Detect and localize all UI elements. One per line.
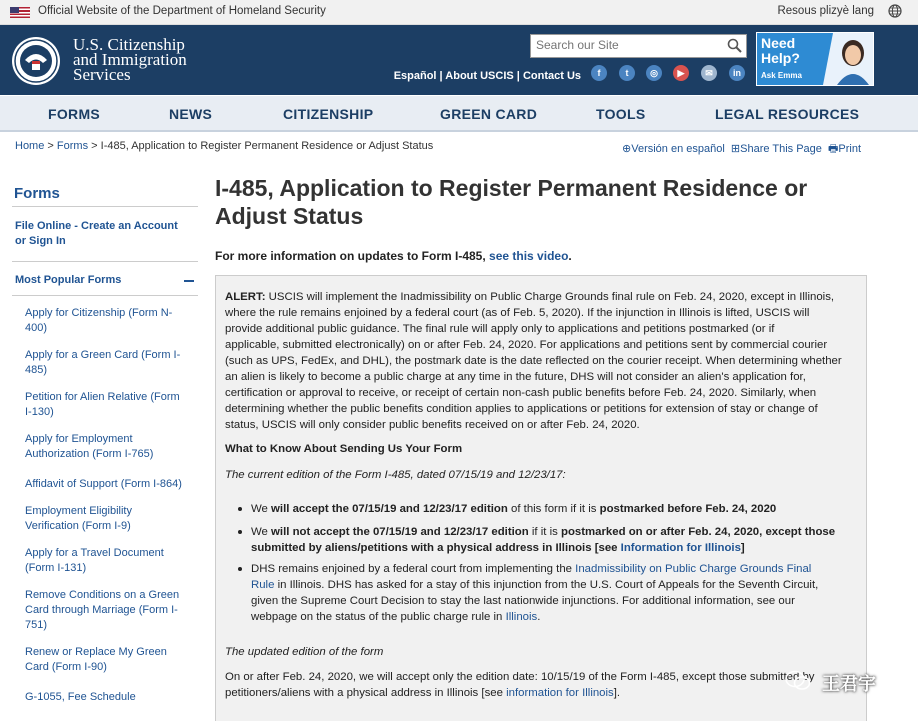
- collapse-icon[interactable]: [184, 280, 194, 282]
- language-selector[interactable]: Resous plizyè lang: [777, 5, 874, 17]
- site-search: [530, 34, 747, 58]
- text: .: [537, 611, 541, 623]
- bullet-line: [251, 524, 851, 540]
- org-line-2: and Immigration: [73, 50, 187, 69]
- bold-text: will not accept the 07/15/19 and 12/23/17 edition: [271, 526, 529, 538]
- sidebar-item[interactable]: Remove Conditions on a Green Card through Marriage (Form I-751): [25, 589, 180, 631]
- bullet-line: [251, 609, 851, 625]
- spanish-version-link[interactable]: Versión en español: [631, 143, 725, 155]
- breadcrumb-current: I-485, Application to Register Permanent Residence or Adjust Status: [100, 140, 434, 152]
- text: DHS remains enjoined by a federal court from implementing the: [251, 563, 576, 575]
- bullet-dot: [238, 530, 242, 534]
- about-uscis-link[interactable]: About USCIS: [445, 70, 514, 82]
- espanol-link[interactable]: Español: [393, 70, 437, 82]
- bold-text: submitted by aliens/petitions with a physical address in Illinois: [251, 542, 592, 554]
- text: petitioners/aliens with a physical address in Illinois [see: [225, 687, 507, 699]
- public-charge-rule-link[interactable]: Inadmissibility on Public Charge Grounds Final: [575, 563, 812, 575]
- page-title: I-485, Application to Register Permanent Residence or Adjust Status: [215, 175, 808, 229]
- alert-text: USCIS will implement the Inadmissibility on Public Charge Grounds final rule on Feb. 24, 2020, except in Illinois,: [268, 291, 835, 303]
- need-label: Need: [761, 35, 796, 51]
- main-nav: [0, 96, 918, 132]
- share-page-link[interactable]: Share This Page: [740, 143, 822, 155]
- need-help-text: [761, 36, 800, 66]
- sidebar-item[interactable]: Affidavit of Support (Form I-864): [25, 478, 182, 490]
- alert-line: status, USCIS will only consider public benefits received on or after Feb. 24, 2020.: [225, 419, 640, 431]
- breadcrumb: [15, 140, 433, 152]
- sidebar-item[interactable]: Apply for a Green Card (Form I-485): [25, 349, 181, 376]
- bullet-line: [251, 561, 851, 577]
- text: We: [251, 503, 272, 515]
- breadcrumb-sep: >: [47, 140, 54, 152]
- ask-emma-button[interactable]: [756, 32, 874, 86]
- illinois-link[interactable]: Illinois: [505, 611, 538, 623]
- sidebar-item[interactable]: Apply for Employment Authorization (Form I-765): [25, 433, 154, 460]
- linkedin-icon[interactable]: in: [729, 65, 745, 81]
- official-site-bar: [0, 0, 918, 25]
- alert-line: determining whether the public benefits condition applies to applications or petitions for extension of stay or change of: [225, 403, 818, 415]
- us-flag-icon: [10, 7, 30, 18]
- alert-line: an alien is likely to become a public charge at any time in the future, DHS will not consider an alien's application for,: [225, 371, 806, 383]
- nav-citizenship[interactable]: CITIZENSHIP: [283, 106, 374, 122]
- sidebar-title[interactable]: Forms: [14, 185, 60, 202]
- public-charge-rule-link[interactable]: Rule: [251, 579, 275, 591]
- bold-text: postmarked before Feb. 24, 2020: [599, 503, 777, 515]
- nav-legal-resources[interactable]: LEGAL RESOURCES: [715, 106, 860, 122]
- bullet-item: [251, 561, 851, 625]
- nav-tools[interactable]: TOOLS: [596, 106, 646, 122]
- see-this-video-link[interactable]: see this video: [489, 249, 569, 263]
- divider: [12, 261, 198, 262]
- bullet-item: [251, 524, 851, 556]
- alert-box: [215, 275, 867, 721]
- updated-edition-paragraph: [225, 669, 855, 701]
- bullet-line: [251, 540, 851, 556]
- sidebar-item[interactable]: Apply for Citizenship (Form N-400): [25, 307, 173, 334]
- sidebar-item[interactable]: Renew or Replace My Green Card (Form I-90): [25, 646, 167, 673]
- sidebar-file-online[interactable]: File Online - Create an Account or Sign In: [15, 220, 178, 247]
- current-edition-text: The current edition of the Form I-485, dated 07/15/19 and 12/23/17:: [225, 469, 566, 481]
- bold-text: [see: [591, 542, 621, 554]
- breadcrumb-home[interactable]: Home: [15, 140, 45, 152]
- globe-small-icon: ⊕: [622, 143, 632, 155]
- print-link[interactable]: Print: [838, 143, 862, 155]
- text: if it is: [528, 526, 561, 538]
- help-label: Help?: [761, 50, 800, 66]
- bullet-dot: [238, 567, 242, 571]
- search-icon[interactable]: [727, 38, 742, 53]
- header-links: Español | About USCIS | Contact Us: [393, 70, 581, 82]
- sidebar-most-popular[interactable]: Most Popular Forms: [15, 274, 122, 286]
- more-info-text: For more information on updates to Form I-485,: [215, 249, 486, 263]
- emma-avatar-icon: [823, 33, 873, 85]
- bullet-line: given the Supreme Court Decision to stay the last nationwide injunctions. For additional information, see our: [251, 595, 795, 607]
- sidebar-item[interactable]: Employment Eligibility Verification (Form I-9): [25, 505, 132, 532]
- alert-line: (such as UPS, FedEx, and DHL), the postmark date is the date reflected on the courier receipt. When determining whether: [225, 355, 842, 367]
- alert-line: certification or approval to receive, or receipt of certain non-cash public benefits before Feb. 24, 2020. Similarly, when: [225, 387, 817, 399]
- what-to-know-heading: What to Know About Sending Us Your Form: [225, 443, 463, 455]
- period: .: [568, 249, 572, 263]
- divider: [12, 295, 198, 296]
- twitter-icon[interactable]: t: [619, 65, 635, 81]
- text: webpage on the status of the public charge rule in: [251, 611, 506, 623]
- email-icon[interactable]: ✉: [701, 65, 717, 81]
- updated-edition-text: The updated edition of the form: [225, 646, 384, 658]
- bullet-item: [251, 501, 851, 517]
- nav-news[interactable]: NEWS: [169, 106, 213, 122]
- text: We: [251, 526, 272, 538]
- nav-forms[interactable]: FORMS: [48, 106, 101, 122]
- bold-text: will accept the 07/15/19 and 12/23/17 edition: [271, 503, 508, 515]
- nav-green-card[interactable]: GREEN CARD: [440, 106, 538, 122]
- information-for-illinois-link[interactable]: Information for Illinois: [620, 542, 741, 554]
- sidebar-item[interactable]: Petition for Alien Relative (Form I-130): [25, 391, 180, 418]
- watermark-text: 王君宇: [822, 674, 876, 694]
- information-for-illinois-link-2[interactable]: information for Illinois: [506, 687, 614, 699]
- dhs-seal-icon[interactable]: [11, 36, 61, 86]
- ask-emma-label: Ask Emma: [761, 71, 802, 80]
- bold-text: postmarked on or after Feb. 24, 2020, except those: [560, 526, 836, 538]
- search-input[interactable]: [531, 35, 716, 55]
- alert-label: ALERT:: [225, 291, 266, 303]
- breadcrumb-sep: >: [91, 140, 98, 152]
- alert-paragraph: [225, 289, 853, 433]
- text: in Illinois. DHS has asked for a stay of this injunction from the U.S. Court of Appeals for the Seventh Circuit,: [274, 579, 819, 591]
- alert-line: applicable, submitted electronically) on or after Feb. 24, 2020. For applications and petitions sent by commercial courier: [225, 339, 828, 351]
- text: ].: [613, 687, 621, 699]
- wechat-watermark-icon: [785, 670, 811, 692]
- sidebar-item[interactable]: Apply for a Travel Document (Form I-131): [25, 547, 164, 574]
- share-icon: ⊞: [730, 143, 741, 155]
- bold-text: ]: [740, 542, 745, 554]
- breadcrumb-forms[interactable]: Forms: [56, 140, 89, 152]
- text: of this form if it is: [507, 503, 600, 515]
- youtube-icon[interactable]: ▶: [673, 65, 689, 81]
- alert-line: provide additional public guidance. The final rule will apply only to applications and petitions postmarked (or if: [225, 323, 775, 335]
- instagram-icon[interactable]: ◎: [646, 65, 662, 81]
- page-tools: [622, 140, 861, 159]
- bullet-line: [251, 577, 851, 593]
- globe-icon[interactable]: [888, 4, 902, 18]
- org-line-3: Services: [73, 65, 131, 84]
- uscis-wordmark[interactable]: [73, 37, 187, 82]
- official-site-text: Official Website of the Department of Homeland Security: [38, 5, 326, 17]
- facebook-icon[interactable]: f: [591, 65, 607, 81]
- para-line: On or after Feb. 24, 2020, we will accept only the edition date: 10/15/19 of the Form I-485, except those submitted by: [225, 671, 815, 683]
- para-line: [225, 685, 855, 701]
- alert-line: where the rule remains enjoined by a federal court (as of Feb. 5, 2020). If the injunction in Illinois is lifted, USCIS will: [225, 307, 810, 319]
- alert-line: [225, 289, 853, 305]
- sidebar-item[interactable]: G-1055, Fee Schedule: [25, 691, 136, 703]
- site-header: [0, 25, 918, 95]
- divider: [12, 206, 198, 207]
- contact-us-link[interactable]: Contact Us: [522, 70, 581, 82]
- print-icon: 🖶: [828, 143, 839, 155]
- org-line-1: U.S. Citizenship: [73, 35, 185, 54]
- bullet-dot: [238, 507, 242, 511]
- more-info-line: [215, 249, 572, 263]
